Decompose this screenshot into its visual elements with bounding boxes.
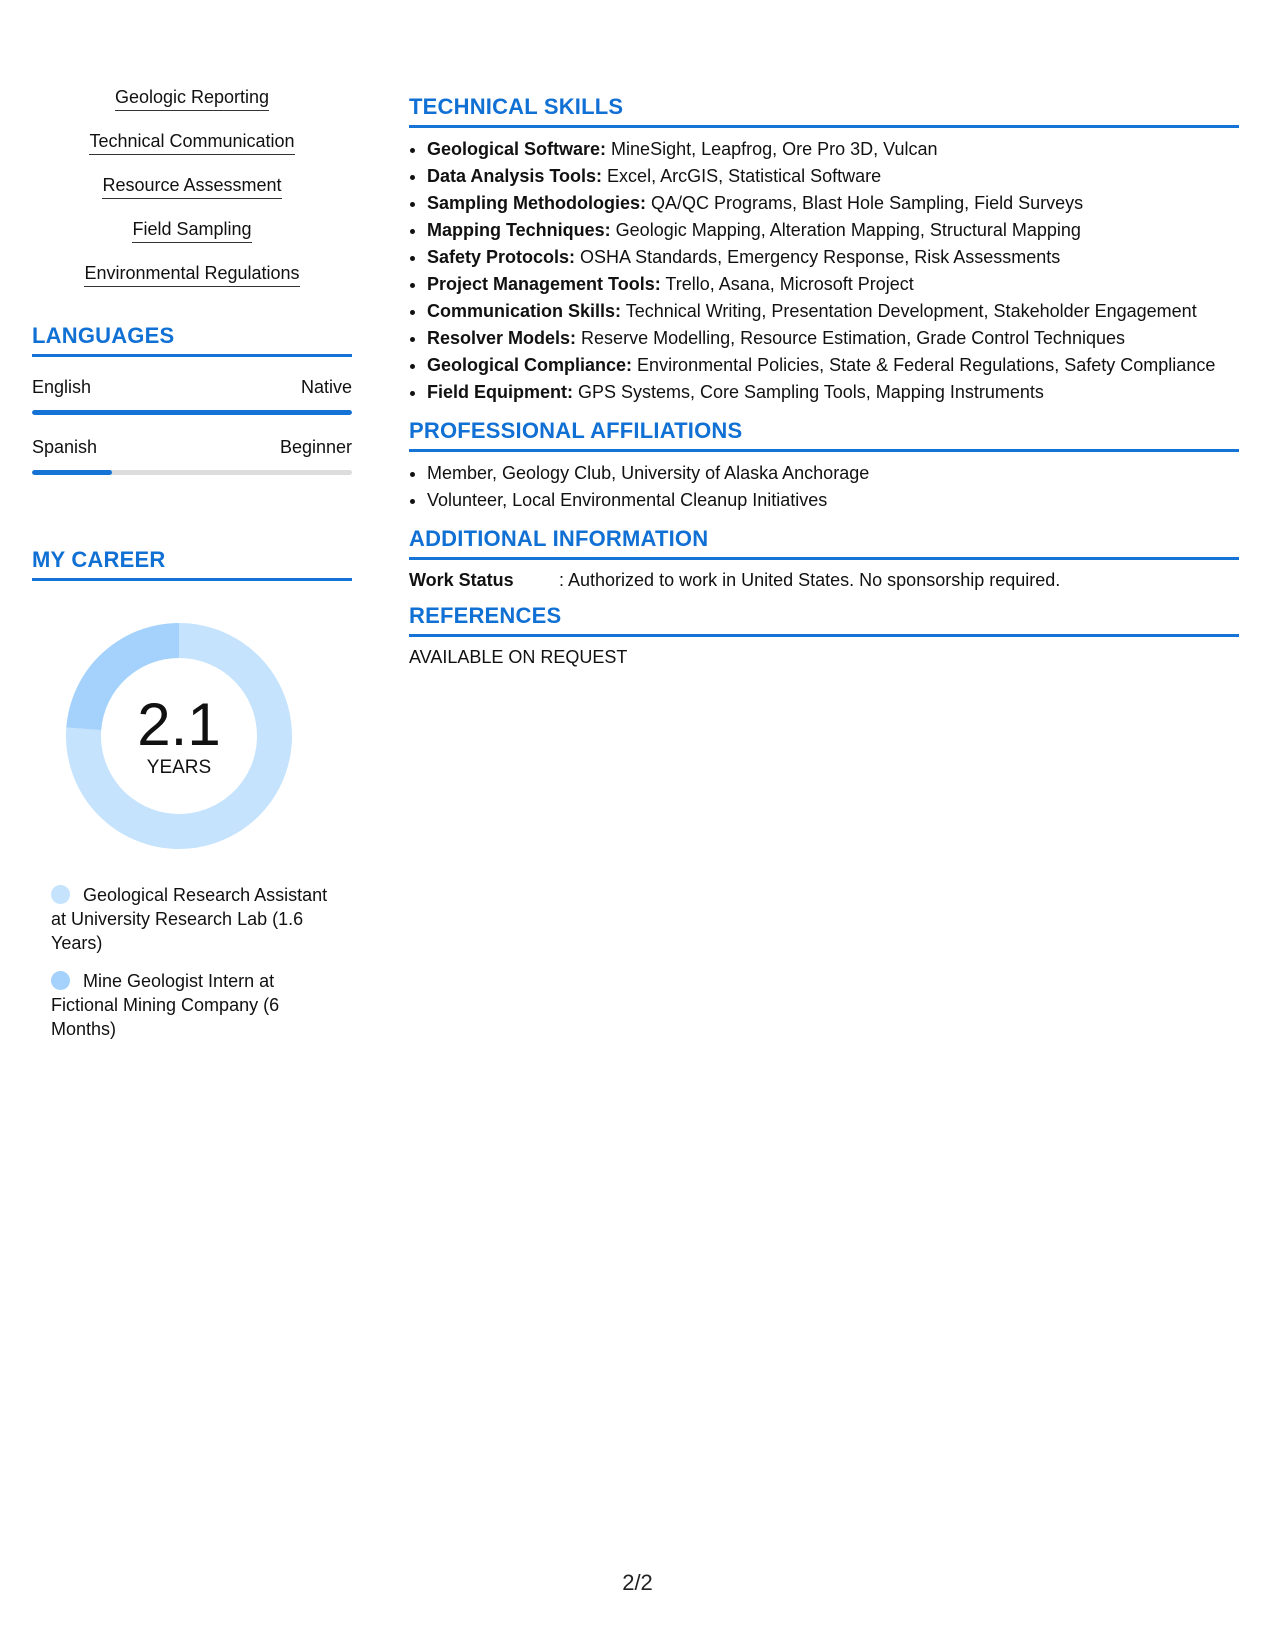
language-proficiency-bar [32,410,352,415]
skill-tag: Technical Communication [89,130,294,155]
technical-skill-item [427,325,1239,352]
affiliations-heading: PROFESSIONAL AFFILIATIONS [409,418,1239,452]
languages-heading: LANGUAGES [32,323,352,357]
technical-skill-value: GPS Systems, Core Sampling Tools, Mapping Instruments [573,382,1044,402]
technical-skill-label: Safety Protocols: [427,247,576,267]
language-proficiency-fill [32,410,352,415]
technical-skill-item [427,298,1239,325]
language-row [32,437,352,458]
career-donut-chart [66,623,292,849]
technical-skill-item [427,271,1239,298]
technical-skill-value: QA/QC Programs, Blast Hole Sampling, Field Surveys [646,193,1084,213]
technical-skill-label: Geological Software: [427,139,607,159]
language-level: Native [300,377,352,397]
technical-skill-value: Geologic Mapping, Alteration Mapping, Structural Mapping [610,220,1081,240]
legend-dot [51,971,70,990]
skill-tag: Geologic Reporting [115,86,269,111]
technical-skill-item [427,190,1239,217]
language-proficiency-bar [32,470,352,475]
affiliations-section [409,418,1239,514]
technical-skill-value: Excel, ArcGIS, Statistical Software [602,166,882,186]
technical-skill-item [427,136,1239,163]
technical-skill-item [427,379,1239,406]
technical-skill-label: Resolver Models: [427,328,577,348]
technical-skills-heading: TECHNICAL SKILLS [409,94,1239,128]
references-section [409,603,1239,668]
technical-skill-label: Mapping Techniques: [427,220,611,240]
additional-info-section [409,526,1239,591]
technical-skill-item [427,244,1239,271]
language-row [32,377,352,398]
legend-item [51,883,331,955]
right-column [409,94,1239,668]
list-item: • Member, Geology Club, University of Alaska Anchorage [427,460,1239,487]
technical-skill-label: Project Management Tools: [427,274,661,294]
language-level: Beginner [279,437,352,457]
technical-skills-section [409,94,1239,406]
technical-skill-value: Trello, Asana, Microsoft Project [660,274,914,294]
technical-skill-value: Environmental Policies, State & Federal Regulations, Safety Compliance [632,355,1216,375]
legend-dot [51,885,70,904]
career-section [32,547,352,1041]
technical-skill-label: Communication Skills: [427,301,622,321]
career-legend [51,883,331,1041]
left-column [32,86,352,1055]
skill-tags [32,86,352,287]
donut-center [66,623,292,849]
legend-label: Geological Research Assistant at University Research Lab (1.6 Years) [51,885,328,953]
language-proficiency-fill [32,470,112,475]
page-number: 2/2 [622,1570,653,1595]
career-total-unit: YEARS [146,757,212,778]
additional-info-heading: ADDITIONAL INFORMATION [409,526,1239,560]
technical-skill-item [427,352,1239,379]
technical-skill-item [427,163,1239,190]
info-label: Work Status [409,570,514,590]
career-total-value: 2.1 [137,691,221,758]
technical-skill-value: Reserve Modelling, Resource Estimation, Grade Control Techniques [576,328,1125,348]
language-name: Spanish [32,437,98,457]
technical-skill-label: Field Equipment: [427,382,573,402]
references-text: AVAILABLE ON REQUEST [409,647,628,667]
language-name: English [32,377,92,397]
technical-skill-label: Sampling Methodologies: [427,193,646,213]
info-row [409,570,1239,591]
references-heading: REFERENCES [409,603,1239,637]
legend-label: Mine Geologist Intern at Fictional Mining Company (6 Months) [51,971,280,1039]
technical-skill-value: Technical Writing, Presentation Development, Stakeholder Engagement [621,301,1197,321]
legend-item [51,969,331,1041]
career-heading: MY CAREER [32,547,352,581]
languages-section [32,323,352,475]
skill-tag: Field Sampling [132,218,251,243]
technical-skill-item [427,217,1239,244]
technical-skill-label: Geological Compliance: [427,355,633,375]
technical-skills-list [409,136,1239,406]
technical-skill-label: Data Analysis Tools: [427,166,603,186]
technical-skill-value: MineSight, Leapfrog, Ore Pro 3D, Vulcan [606,139,938,159]
info-value: : Authorized to work in United States. No sponsorship required. [559,570,1061,590]
technical-skill-value: OSHA Standards, Emergency Response, Risk Assessments [575,247,1061,267]
skill-tag: Environmental Regulations [84,262,299,287]
affiliations-list [409,460,1239,514]
list-item: • Volunteer, Local Environmental Cleanup Initiatives [427,487,1239,514]
skill-tag: Resource Assessment [102,174,281,199]
